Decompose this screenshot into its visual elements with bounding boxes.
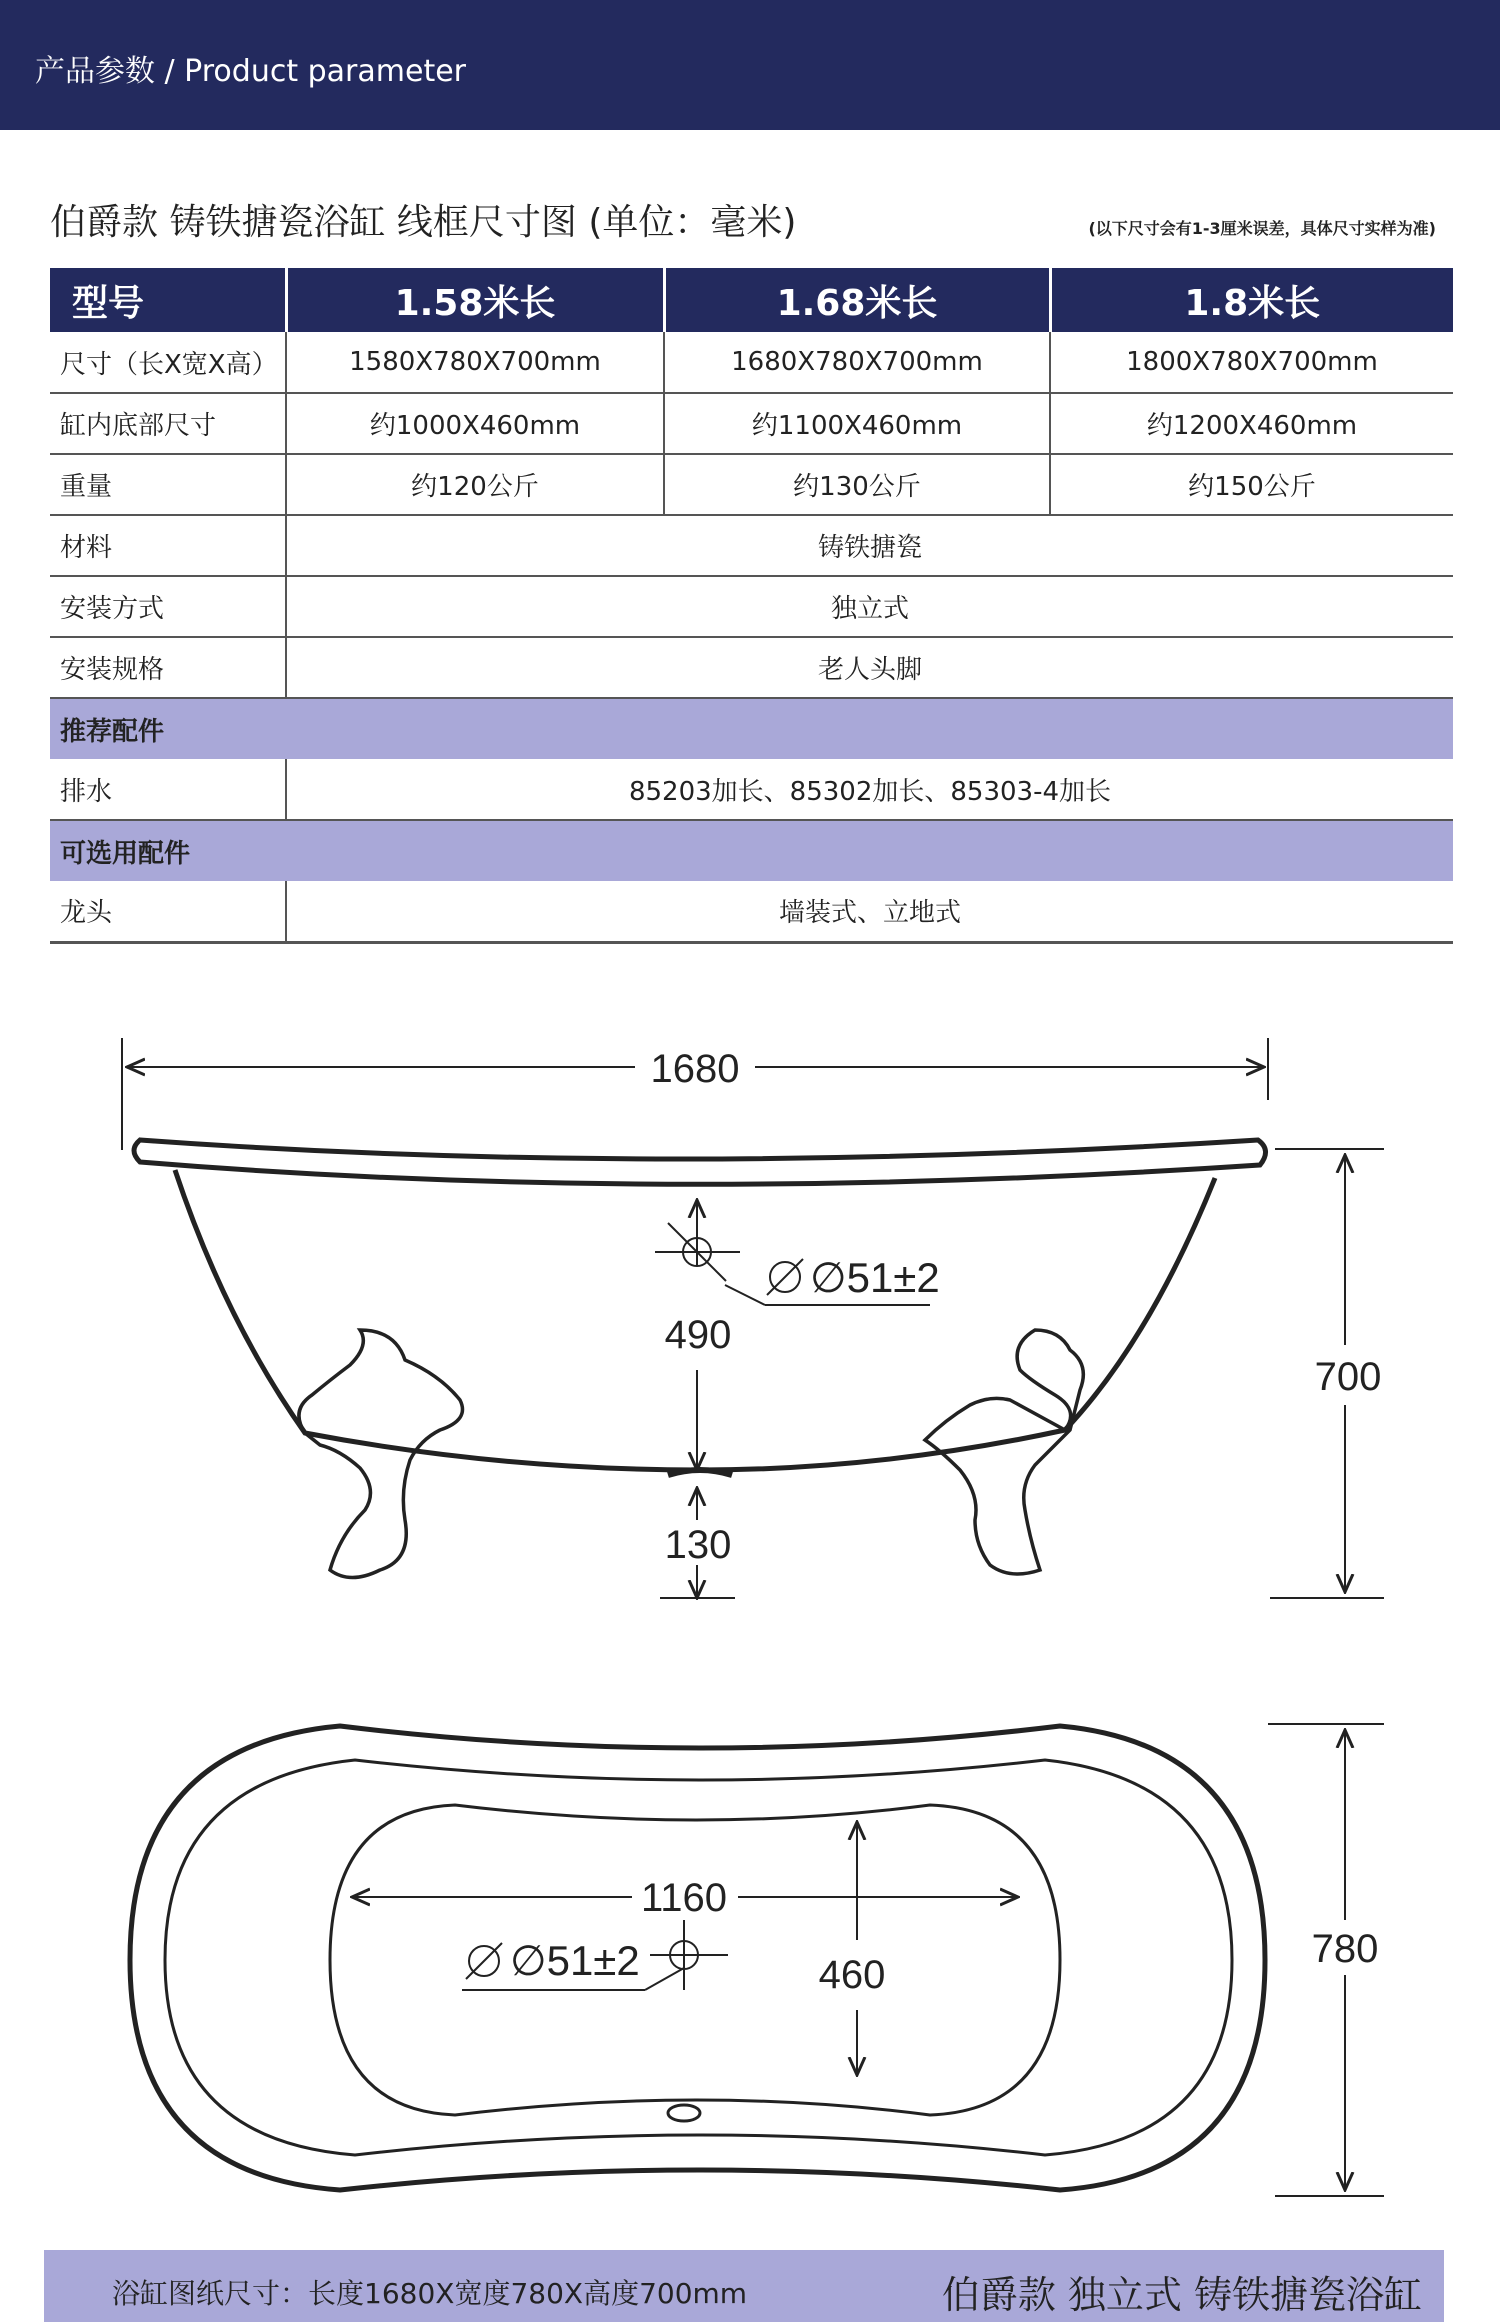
basin: [330, 1805, 1060, 2115]
cell: 85203加长、85302加长、85303-4加长: [286, 759, 1453, 820]
inner-length-label: 1160: [640, 1876, 728, 1920]
top-view-labels: [510, 1876, 1378, 1997]
side-view: [122, 1038, 1384, 1598]
table-row: [50, 454, 1453, 515]
top-drain-diameter-label: ∅51±2: [510, 1937, 640, 1984]
table-header-row: [50, 268, 1453, 332]
header-model: 型号: [50, 268, 286, 332]
row-label: 安装规格: [50, 637, 286, 698]
row-label: 龙头: [50, 881, 286, 942]
length-label: 1680: [650, 1047, 740, 1091]
bottom-banner: [44, 2250, 1444, 2322]
section-label: 可选用配件: [50, 820, 1453, 881]
table-row: [50, 637, 1453, 698]
inner-width-label: 460: [818, 1953, 886, 1997]
cell: 约120公斤: [286, 454, 664, 515]
tub-rim: [134, 1140, 1266, 1184]
table-row: [50, 881, 1453, 942]
row-label: 材料: [50, 515, 286, 576]
top-view: [130, 1724, 1384, 2196]
table-row: [50, 393, 1453, 454]
width-label: 780: [1311, 1927, 1379, 1971]
cell: 独立式: [286, 576, 1453, 637]
cell: 墙装式、立地式: [286, 881, 1453, 942]
row-label: 尺寸（长X宽X高）: [50, 332, 286, 393]
cell: 约1000X460mm: [286, 393, 664, 454]
section-row-recommended: [50, 698, 1453, 759]
section-label: 推荐配件: [50, 698, 1453, 759]
bathtub-diagram: [0, 1000, 1500, 2240]
product-name-caption: 伯爵款 独立式 铸铁搪瓷浴缸: [941, 2273, 1422, 2317]
header-18: 1.8米长: [1050, 268, 1453, 332]
table-row: [50, 515, 1453, 576]
cell: 约150公斤: [1050, 454, 1453, 515]
cell: 约130公斤: [664, 454, 1050, 515]
height-label: 700: [1314, 1355, 1382, 1399]
row-label: 排水: [50, 759, 286, 820]
section-row-optional: [50, 820, 1453, 881]
header-168: 1.68米长: [664, 268, 1050, 332]
cell: 1680X780X700mm: [664, 332, 1050, 393]
side-view-labels: [651, 1047, 1382, 1567]
cell: 约1200X460mm: [1050, 393, 1453, 454]
cell: 铸铁搪瓷: [286, 515, 1453, 576]
banner-title: 产品参数 / Product parameter: [35, 54, 467, 89]
drain-hole: [668, 2105, 700, 2121]
drain-height-label: 490: [664, 1313, 732, 1357]
cell: 老人头脚: [286, 637, 1453, 698]
cell: 1800X780X700mm: [1050, 332, 1453, 393]
cell: 约1100X460mm: [664, 393, 1050, 454]
spec-table: [50, 268, 1453, 944]
top-banner: [0, 0, 1500, 130]
center-drain-foot: [668, 1470, 732, 1475]
row-label: 安装方式: [50, 576, 286, 637]
table-row: [50, 576, 1453, 637]
row-label: 缸内底部尺寸: [50, 393, 286, 454]
spec-note: (以下尺寸会有1-3厘米误差，具体尺寸实样为准): [1088, 219, 1436, 238]
foot-height-label: 130: [664, 1523, 732, 1567]
table-row: [50, 759, 1453, 820]
header-158: 1.58米长: [286, 268, 664, 332]
spec-title: 伯爵款 铸铁搪瓷浴缸 线框尺寸图 (单位：毫米): [50, 202, 797, 243]
cell: 1580X780X700mm: [286, 332, 664, 393]
drawing-size-caption: 浴缸图纸尺寸：长度1680X宽度780X高度700mm: [112, 2277, 748, 2310]
row-label: 重量: [50, 454, 286, 515]
table-row: [50, 332, 1453, 393]
drain-diameter-label: ∅51±2: [810, 1254, 940, 1301]
